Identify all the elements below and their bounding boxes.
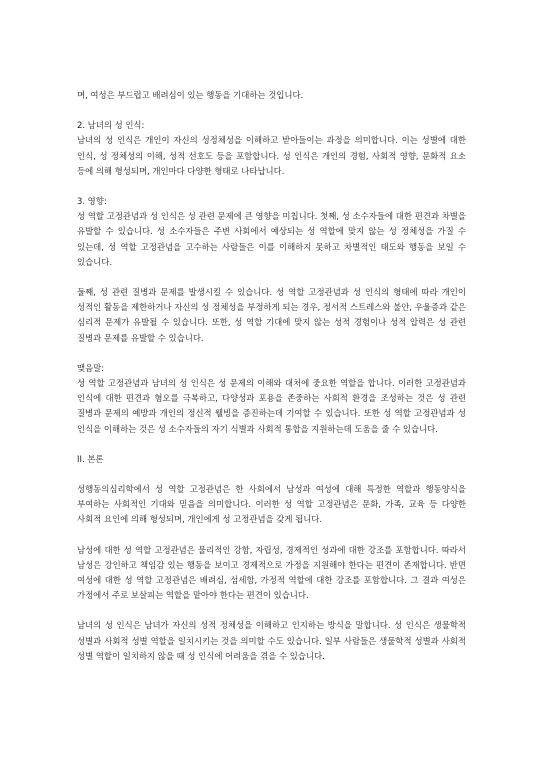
main-paragraph-1: 성행동의심리학에서 성 역할 고정관념은 한 사회에서 남성과 여성에 대해 특정한 역할과 행동양식을 부여하는 사회적인 기대와 믿음을 의미합니다. 이러한 성 역할 고정관념은 문화, 가족, 교육 등 다양한 사회적 요인에 의해 형성되며, 개인에게 성 고정관념을 갖게 됩니다. (77, 484, 466, 525)
spacer (77, 437, 466, 452)
section-2-paragraph: 남녀의 성 인식은 개인이 자신의 성정체성을 이해하고 받아들이는 과정을 의미합니다. 이는 성별에 대한 인식, 성 정체성의 이해, 성적 선호도 등을 포함합니다. 성 인식은 개인의 경험, 사회적 영향, 문화적 요소 등에 의해 형성되며, 개인마다 다양한 형태로 나타납니다. (77, 135, 466, 176)
spacer (77, 528, 466, 543)
main-heading: II. 본론 (77, 453, 104, 464)
conclusion-heading: 맺음말: (77, 362, 105, 373)
spacer (77, 346, 466, 361)
document-body (77, 88, 466, 664)
main-paragraph-3: 남녀의 성 인식은 남녀가 자신의 성적 정체성을 이해하고 인지하는 방식을 말합니다. 성 인식은 생물학적 성별과 사회적 성별 역할을 일치시키는 것을 의미할 수도 있습니다. 일부 사람들은 생물학적 성별과 사회적 성별 역할이 일치하지 않을 때 성 인식에 어려움을 겪을 수 있습니다. (77, 620, 466, 661)
main-paragraph-2: 남성에 대한 성 역할 고정관념은 물리적인 강함, 자립성, 경제적인 성과에 대한 강조를 포함합니다. 따라서 남성은 강인하고 책임감 있는 행동을 보이고 경제적으로 가정을 지원해야 한다는 편견이 존재합니다. 반면 여성에 대한 성 역할 고정관념은 배려심, 섬세함, 가정적 역할에 대한 강조를 포함합니다. 그 결과 여성은 가정에서 주로 보살피는 역할을 맡아야 한다는 편견이 있습니다. (77, 544, 466, 601)
section-3-paragraph-1: 성 역할 고정관념과 성 인식은 성 관련 문제에 큰 영향을 미칩니다. 첫째, 성 소수자들에 대한 편견과 차별을 유발할 수 있습니다. 성 소수자들은 주변 사회에서 예상되는 성 역할에 맞지 않는 성 정체성을 가질 수 있는데, 성 역할 고정관념을 고수하는 사람들은 이를 이해하지 못하고 차별적인 태도와 행동을 보일 수 있습니다. (77, 211, 466, 267)
section-2-heading: 2. 남녀의 성 인식: (77, 120, 145, 131)
section-3-paragraph-2: 둘째, 성 관련 질병과 문제를 발생시킬 수 있습니다. 성 역할 고정관념과 성 인식의 형태에 따라 개인이 성적인 활동을 제한하거나 자신의 성 정체성을 부정하게 되는 경우, 정서적 스트레스와 불안, 우울증과 같은 심리적 문제가 유발될 수 있습니다. 또한, 성 역할 기대에 맞지 않는 성적 경험이나 성적 압력은 성 관련 질병과 문제를 유발할 수 있습니다. (77, 287, 466, 343)
spacer (77, 179, 466, 194)
intro-tail-paragraph: 며, 여성은 부드럽고 배려심이 있는 행동을 기대하는 것입니다. (77, 90, 304, 100)
section-3-heading: 3. 영향: (77, 196, 107, 207)
spacer (77, 270, 466, 285)
spacer (77, 603, 466, 618)
conclusion-paragraph: 성 역할 고정관념과 남녀의 성 인식은 성 문제의 이해와 대처에 중요한 역할을 합니다. 이러한 고정관념과 인식에 대한 편견과 혐오를 극복하고, 다양성과 포용을 존중하는 사회적 환경을 조성하는 것은 성 관련 질병과 문제의 예방과 개인의 정신적 웰빙을 증진하는데 기여할 수 있습니다. 또한 성 역할 고정관념과 성 인식을 이해하는 것은 성 소수자들의 자기 식별과 사회적 통합을 지원하는데 도움을 줄 수 있습니다. (77, 378, 466, 434)
spacer (77, 467, 466, 482)
spacer (77, 103, 466, 118)
